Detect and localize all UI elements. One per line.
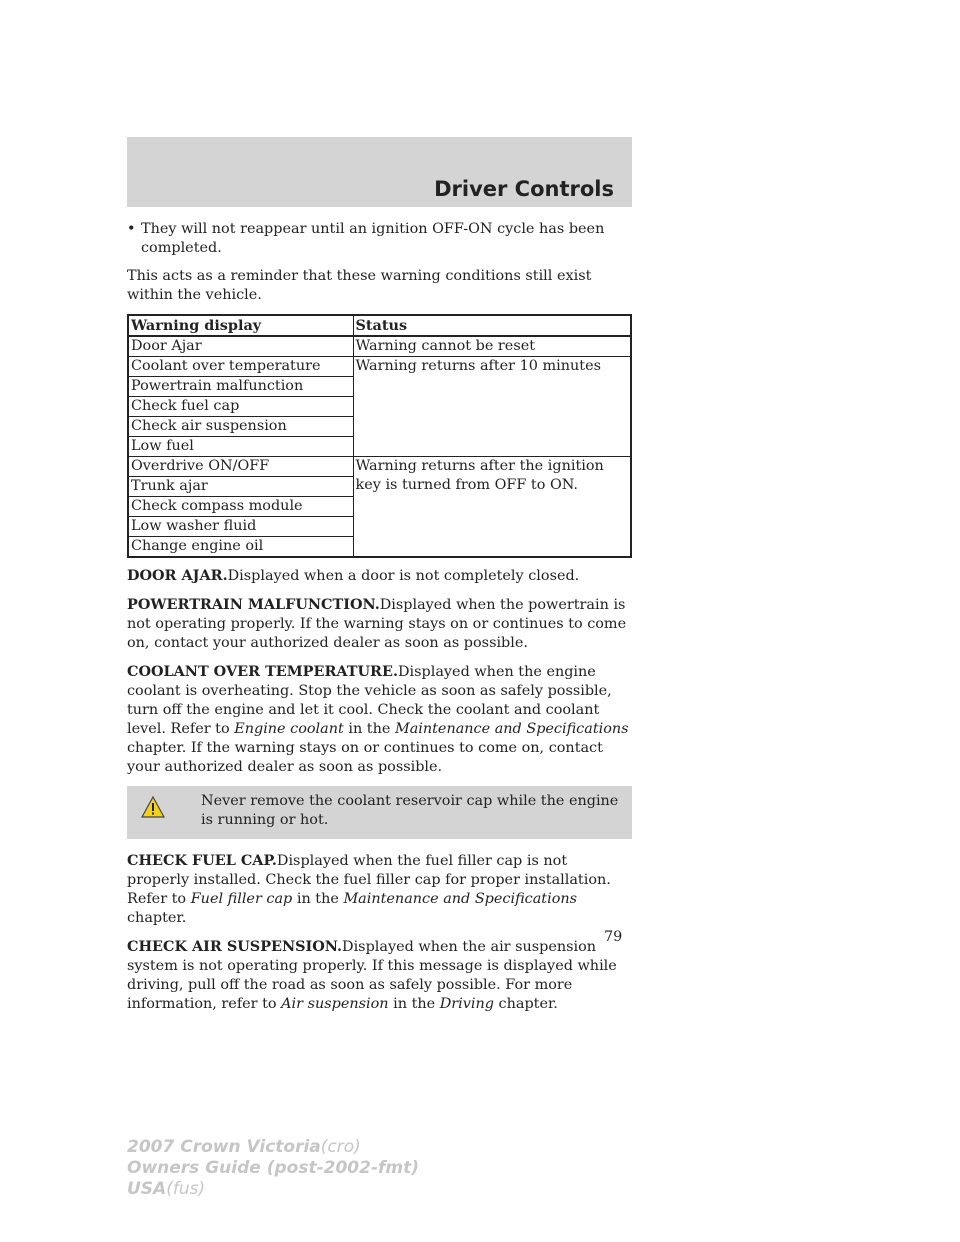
fuel-cap-text: Displayed when the fuel filler cap is not properly installed. Check the fuel filler cap for proper installation. Refer to (127, 853, 611, 907)
fuel-cap-paragraph (127, 851, 632, 928)
table-header-warning: Warning display (128, 315, 353, 336)
powertrain-heading: POWERTRAIN MALFUNCTION. (127, 596, 380, 613)
warning-cell: Check fuel cap (128, 397, 353, 417)
coolant-heading: COOLANT OVER TEMPERATURE. (127, 663, 398, 680)
air-suspension-text: Displayed when the air suspension system is not operating properly. If this message is displayed while driving, pull off the road as soon as safely possible. For more information, refer to (127, 939, 617, 1012)
footer-market-code: (fus) (166, 1179, 206, 1199)
fuel-cap-heading: CHECK FUEL CAP. (127, 852, 277, 869)
coolant-text-end: chapter. If the warning stays on or continues to come on, contact your authorized dealer as soon as possible. (127, 740, 603, 775)
page-content (127, 220, 632, 1023)
warning-cell: Overdrive ON/OFF (128, 457, 353, 477)
footer-watermark (127, 1137, 419, 1200)
air-suspension-paragraph (127, 937, 632, 1014)
warning-cell: Trunk ajar (128, 477, 353, 497)
bullet-icon: • (127, 221, 136, 237)
footer-model: 2007 Crown Victoria (127, 1137, 321, 1157)
table-row (128, 336, 631, 357)
footer-guide: Owners Guide (post-2002-fmt) (127, 1158, 420, 1178)
door-ajar-text: Displayed when a door is not completely closed. (227, 568, 580, 584)
intro-bullet (127, 220, 632, 258)
intro-bullet-text: They will not reappear until an ignition OFF-ON cycle has been completed. (141, 221, 605, 256)
door-ajar-heading: DOOR AJAR. (127, 567, 228, 584)
footer-market: USA (127, 1179, 167, 1199)
intro-paragraph: This acts as a reminder that these warning conditions still exist within the vehicle. (127, 268, 592, 303)
table-row (128, 457, 631, 477)
table-row (128, 357, 631, 377)
warning-cell: Powertrain malfunction (128, 377, 353, 397)
fuel-cap-text-end: chapter. (127, 910, 187, 926)
warning-cell: Change engine oil (128, 537, 353, 558)
air-suspension-chapter-ref: Driving (439, 996, 494, 1012)
status-cell: Warning returns after the ignition key is turned from OFF to ON. (353, 457, 631, 558)
door-ajar-paragraph (127, 566, 632, 586)
coolant-chapter-ref: Maintenance and Specifications (394, 721, 629, 737)
coolant-text-in: in the (348, 721, 391, 737)
air-suspension-heading: CHECK AIR SUSPENSION. (127, 938, 343, 955)
powertrain-text: Displayed when the powertrain is not operating properly. If the warning stays on or continues to come on, contact your authorized dealer as soon as possible. (127, 597, 627, 651)
warning-cell: Check compass module (128, 497, 353, 517)
coolant-text: Displayed when the engine coolant is overheating. Stop the vehicle as soon as safely possible, turn off the engine and let it cool. Check the coolant and coolant level. Refer to (127, 664, 612, 737)
warning-cell: Coolant over temperature (128, 357, 353, 377)
status-cell: Warning returns after 10 minutes (353, 357, 631, 457)
fuel-cap-chapter-ref: Maintenance and Specifications (343, 891, 578, 907)
footer-model-code: (cro) (320, 1137, 361, 1157)
air-suspension-ref-link: Air suspension (281, 996, 389, 1012)
air-suspension-text-end: chapter. (498, 996, 558, 1012)
warning-cell: Low washer fluid (128, 517, 353, 537)
warning-triangle-icon (141, 796, 165, 818)
caution-box (127, 786, 632, 839)
fuel-cap-text-in: in the (296, 891, 339, 907)
warning-cell: Door Ajar (128, 336, 353, 357)
caution-text: Never remove the coolant reservoir cap while the engine is running or hot. (201, 793, 619, 828)
warning-cell: Low fuel (128, 437, 353, 457)
status-cell: Warning cannot be reset (353, 336, 631, 357)
chapter-header (127, 137, 632, 207)
table-header-row (128, 315, 631, 336)
warning-cell: Check air suspension (128, 417, 353, 437)
fuel-cap-ref-link: Fuel filler cap (190, 891, 293, 907)
coolant-paragraph (127, 662, 632, 777)
table-header-status: Status (353, 315, 631, 336)
footer-line-2 (127, 1158, 419, 1179)
air-suspension-text-in: in the (393, 996, 436, 1012)
coolant-ref-link: Engine coolant (234, 721, 344, 737)
chapter-title: Driver Controls (434, 177, 614, 201)
footer-line-3 (127, 1179, 419, 1200)
page-number: 79 (604, 929, 623, 945)
footer-line-1 (127, 1137, 419, 1158)
warning-table (127, 314, 632, 558)
powertrain-paragraph (127, 595, 632, 653)
